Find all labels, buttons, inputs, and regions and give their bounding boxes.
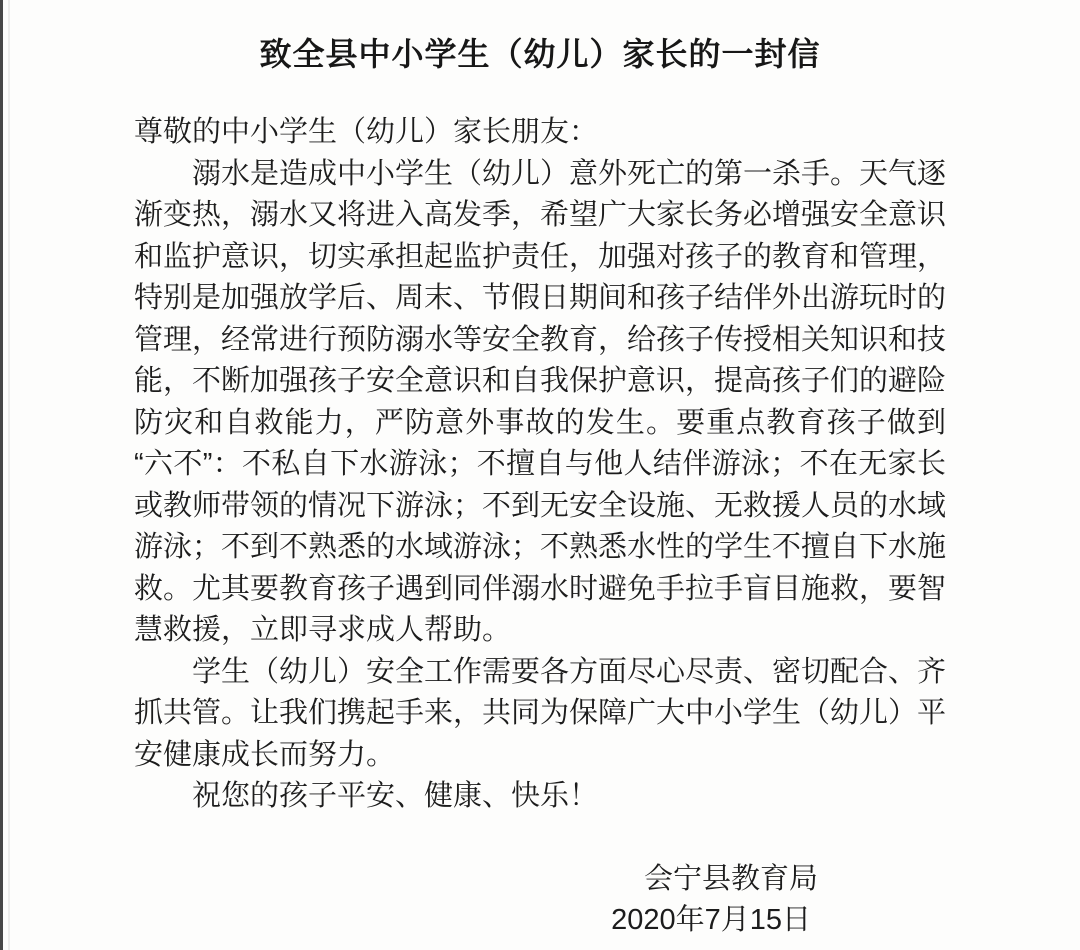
- salutation: 尊敬的中小学生（幼儿）家长朋友：: [134, 116, 599, 148]
- letter-body: [134, 112, 946, 942]
- paragraph-wishes: 祝您的孩子平安、健康、快乐！: [192, 780, 599, 812]
- scan-edge-line: [0, 0, 3, 950]
- scan-edge-shadow: [8, 0, 10, 950]
- signature-organization: 会宁县教育局: [643, 862, 818, 895]
- paragraph-joint-effort: 学生（幼儿）安全工作需要各方面尽心尽责、密切配合、齐抓共管。让我们携起手来，共同为保障广大中小学生（幼儿）平安健康成长而努力。: [134, 655, 947, 771]
- letter-title: 致全县中小学生（幼儿）家长的一封信: [259, 36, 821, 72]
- signature-date: 2020年7月15日: [611, 904, 811, 936]
- paragraph-drowning-warning: 溺水是造成中小学生（幼儿）意外死亡的第一杀手。天气逐渐变热，溺水又将进入高发季，希望广大家长务必增强安全意识和监护意识，切实承担起监护责任，加强对孩子的教育和管理，特别是加强放学后、周末、节假日期间和孩子结伴外出游玩时的管理，经常进行预防溺水等安全教育，给孩子传授相关知识和技能，不断加强孩子安全意识和自我保护意识，提高孩子们的避险防灾和自救能力，严防意外事故的发生。要重点教育孩子做到“六不”：不私自下水游泳；不擅自与他人结伴游泳；不在无家长或教师带领的情况下游泳；不到无安全设施、无救援人员的水域游泳；不到不熟悉的水域游泳；不熟悉水性的学生不擅自下水施救。尤其要教育孩子遇到同伴溺水时避免手拉手盲目施救，要智慧救援，立即寻求成人帮助。: [134, 157, 947, 646]
